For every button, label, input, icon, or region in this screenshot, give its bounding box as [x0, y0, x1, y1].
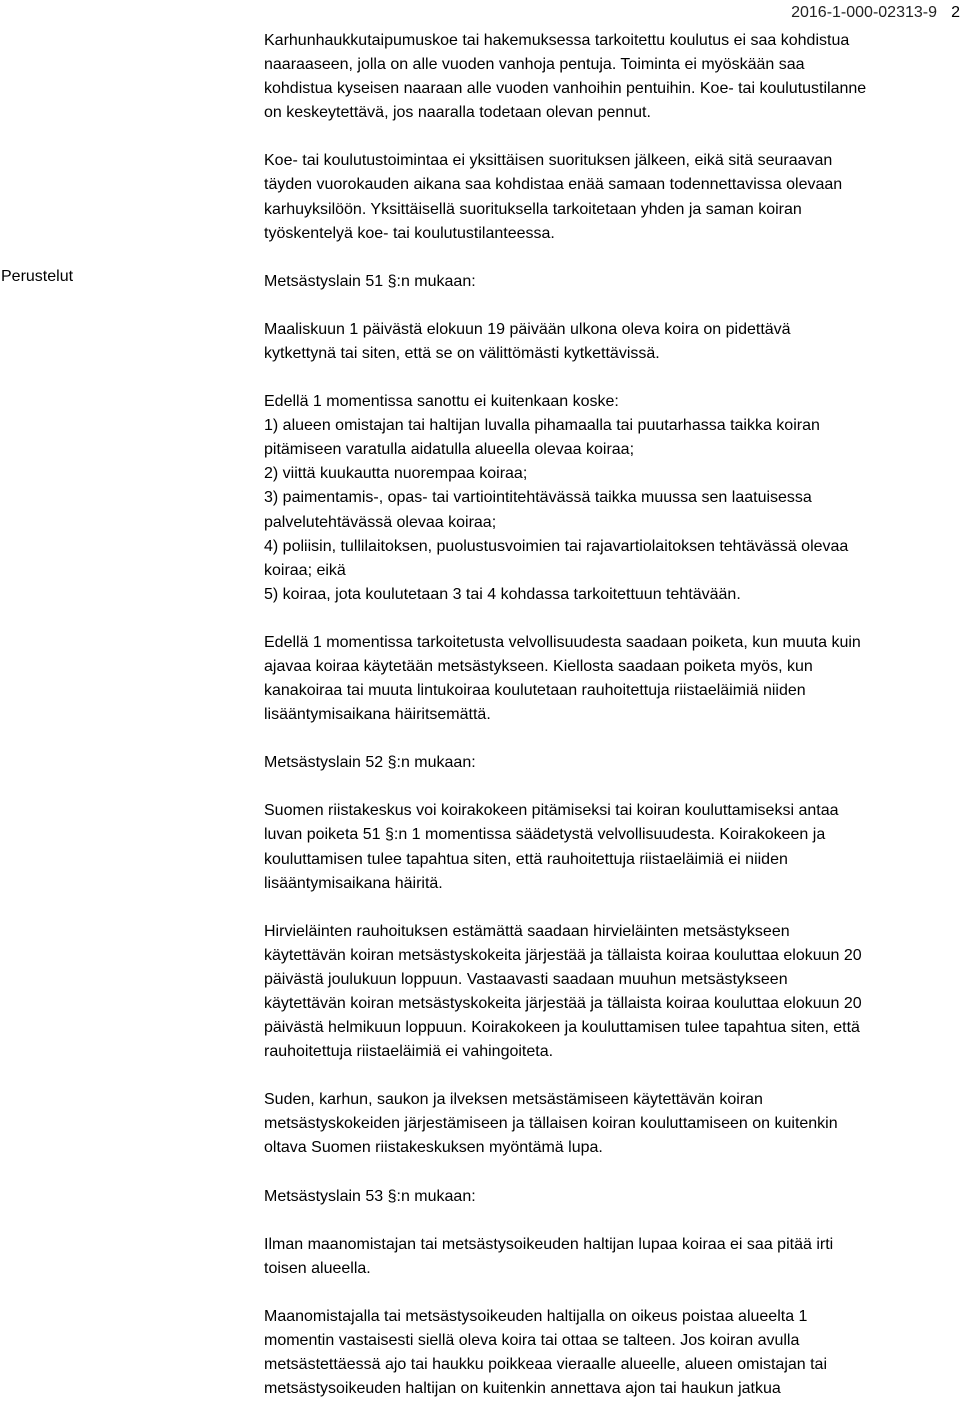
page-header	[0, 1, 960, 25]
paragraph: Maaliskuun 1 päivästä elokuun 19 päivään ulkona oleva koira on pidettävä kytkettynä tai siten, että se on välittömästi kytkettävissä.	[264, 320, 791, 362]
paragraph: Karhunhaukkutaipumuskoe tai hakemuksessa tarkoitettu koulutus ei saa kohdistua naaraaseen, jolla on alle vuoden vanhoja pentuja. Toiminta ei myöskään saa kohdistua kyseisen naaraan alle vuoden vanhoihin pentuihin. Koe- tai koulutustilanne on keskeytettävä, jos naaralla todetaan olevan pennut.	[264, 32, 867, 122]
document-body	[264, 29, 954, 1425]
paragraph: Ilman maanomistajan tai metsästysoikeuden haltijan lupaa koiraa ei saa pitää irti toisen alueella.	[264, 1235, 834, 1277]
law-heading-51: Metsästyslain 51 §:n mukaan:	[264, 272, 476, 290]
paragraph: Suden, karhun, saukon ja ilveksen metsästämiseen käytettävän koiran metsästyskokeiden järjestämiseen ja tällaisen koiran kouluttamiseen on kuitenkin oltava Suomen riistakeskuksen myöntämä lupa.	[264, 1091, 838, 1157]
law-heading-53: Metsästyslain 53 §:n mukaan:	[264, 1187, 476, 1205]
document-id: 2016-1-000-02313-9	[791, 4, 937, 21]
exceptions-list: Edellä 1 momentissa sanottu ei kuitenkaan koske: 1) alueen omistajan tai haltijan luvalla pihamaalla tai puutarhassa taikka koiran pitämiseen varatulla aidatulla alueella olevaa koiraa; 2) viittä kuukautta nuorempaa koiraa; 3) paimentamis-, opas- tai vartiointitehtävässä taikka muussa sen laatuisessa palvelutehtävässä olevaa koiraa; 4) poliisin, tullilaitoksen, puolustusvoimien tai rajavartiolaitoksen tehtävässä olevaa koiraa; eikä 5) koiraa, jota koulutetaan 3 tai 4 kohdassa tarkoitettuun tehtävään.	[264, 393, 849, 603]
paragraph: Hirvieläinten rauhoituksen estämättä saadaan hirvieläinten metsästykseen käytettävän koiran metsästyskokeita järjestää ja tällaista koiraa kouluttaa elokuun 20 päivästä joulukuun loppuun. Vastaavasti saadaan muuhun metsästykseen käytettävän koiran metsästyskokeita järjestää ja tällaista koiraa kouluttaa elokuun 20 päivästä helmikuun loppuun. Koirakokeen ja kouluttamisen tulee tapahtua siten, että rauhoitettuja riistaeläimiä ei vahingoiteta.	[264, 922, 862, 1061]
law-heading-52: Metsästyslain 52 §:n mukaan:	[264, 754, 476, 772]
paragraph: Maanomistajalla tai metsästysoikeuden haltijalla on oikeus poistaa alueelta 1 momentin vastaisesti siellä oleva koira tai ottaa se talteen. Jos koiran avulla metsästettäessä ajo tai haukku poikkeaa vieraalle alueelle, alueen omistajan tai metsästysoikeuden haltijan on kuitenkin annettava ajon tai haukun jatkua	[264, 1307, 828, 1398]
paragraph: Edellä 1 momentissa tarkoitetusta velvollisuudesta saadaan poiketa, kun muuta kuin ajavaa koiraa käytetään metsästykseen. Kiellosta saadaan poiketa myös, kun kanakoiraa tai muuta lintukoiraa koulutetaan rauhoitettuja riistaeläimiä niiden lisääntymisaikana häiritsemättä.	[264, 633, 861, 724]
section-label: Perustelut	[1, 268, 74, 285]
paragraph: Koe- tai koulutustoimintaa ei yksittäisen suorituksen jälkeen, eikä sitä seuraavan täyden vuorokauden aikana saa kohdistaa enää samaan todennettavissa olevaan karhuyksilöön. Yksittäisellä suorituksella tarkoitetaan yhden ja saman koiran työskentelyä koe- tai koulutustilanteessa.	[264, 152, 843, 242]
page-number: 2	[951, 4, 960, 21]
paragraph: Suomen riistakeskus voi koirakokeen pitämiseksi tai koiran kouluttamiseksi antaa luvan poiketa 51 §:n 1 momentissa säädetystä velvollisuudesta. Koirakokeen ja kouluttamisen tulee tapahtua siten, että rauhoitettuja riistaeläimiä ei niiden lisääntymisaikana häiritä.	[264, 802, 839, 892]
